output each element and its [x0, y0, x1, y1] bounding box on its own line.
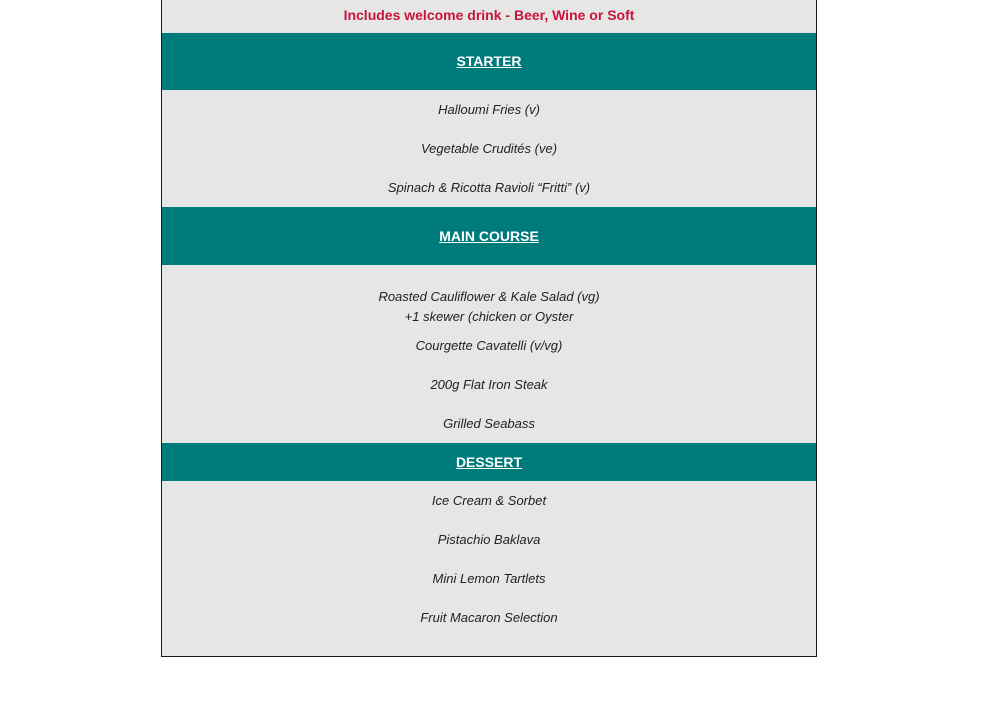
menu-item: Ice Cream & Sorbet	[431, 493, 547, 508]
set-menu-card	[161, 0, 817, 657]
menu-item-subline: +1 skewer (chicken or Oyster	[404, 309, 574, 324]
menu-item: 200g Flat Iron Steak	[430, 377, 548, 392]
menu-item: Vegetable Crudités (ve)	[420, 141, 558, 156]
section-header-main-course: MAIN COURSE	[162, 207, 816, 265]
section-header-starter: STARTER	[162, 33, 816, 90]
section-header-dessert: DESSERT	[162, 443, 816, 481]
menu-item: Courgette Cavatelli (v/vg)	[415, 338, 563, 353]
menu-item: Spinach & Ricotta Ravioli “Fritti” (v)	[387, 180, 591, 195]
welcome-drink-note: Includes welcome drink - Beer, Wine or Soft	[343, 7, 635, 23]
menu-item: Roasted Cauliflower & Kale Salad (vg)	[378, 289, 600, 304]
menu-item: Halloumi Fries (v)	[438, 102, 540, 117]
menu-item: Pistachio Baklava	[437, 532, 541, 547]
menu-item: Fruit Macaron Selection	[420, 610, 558, 625]
menu-item: Mini Lemon Tartlets	[432, 571, 546, 586]
menu-item: Grilled Seabass	[443, 416, 535, 431]
